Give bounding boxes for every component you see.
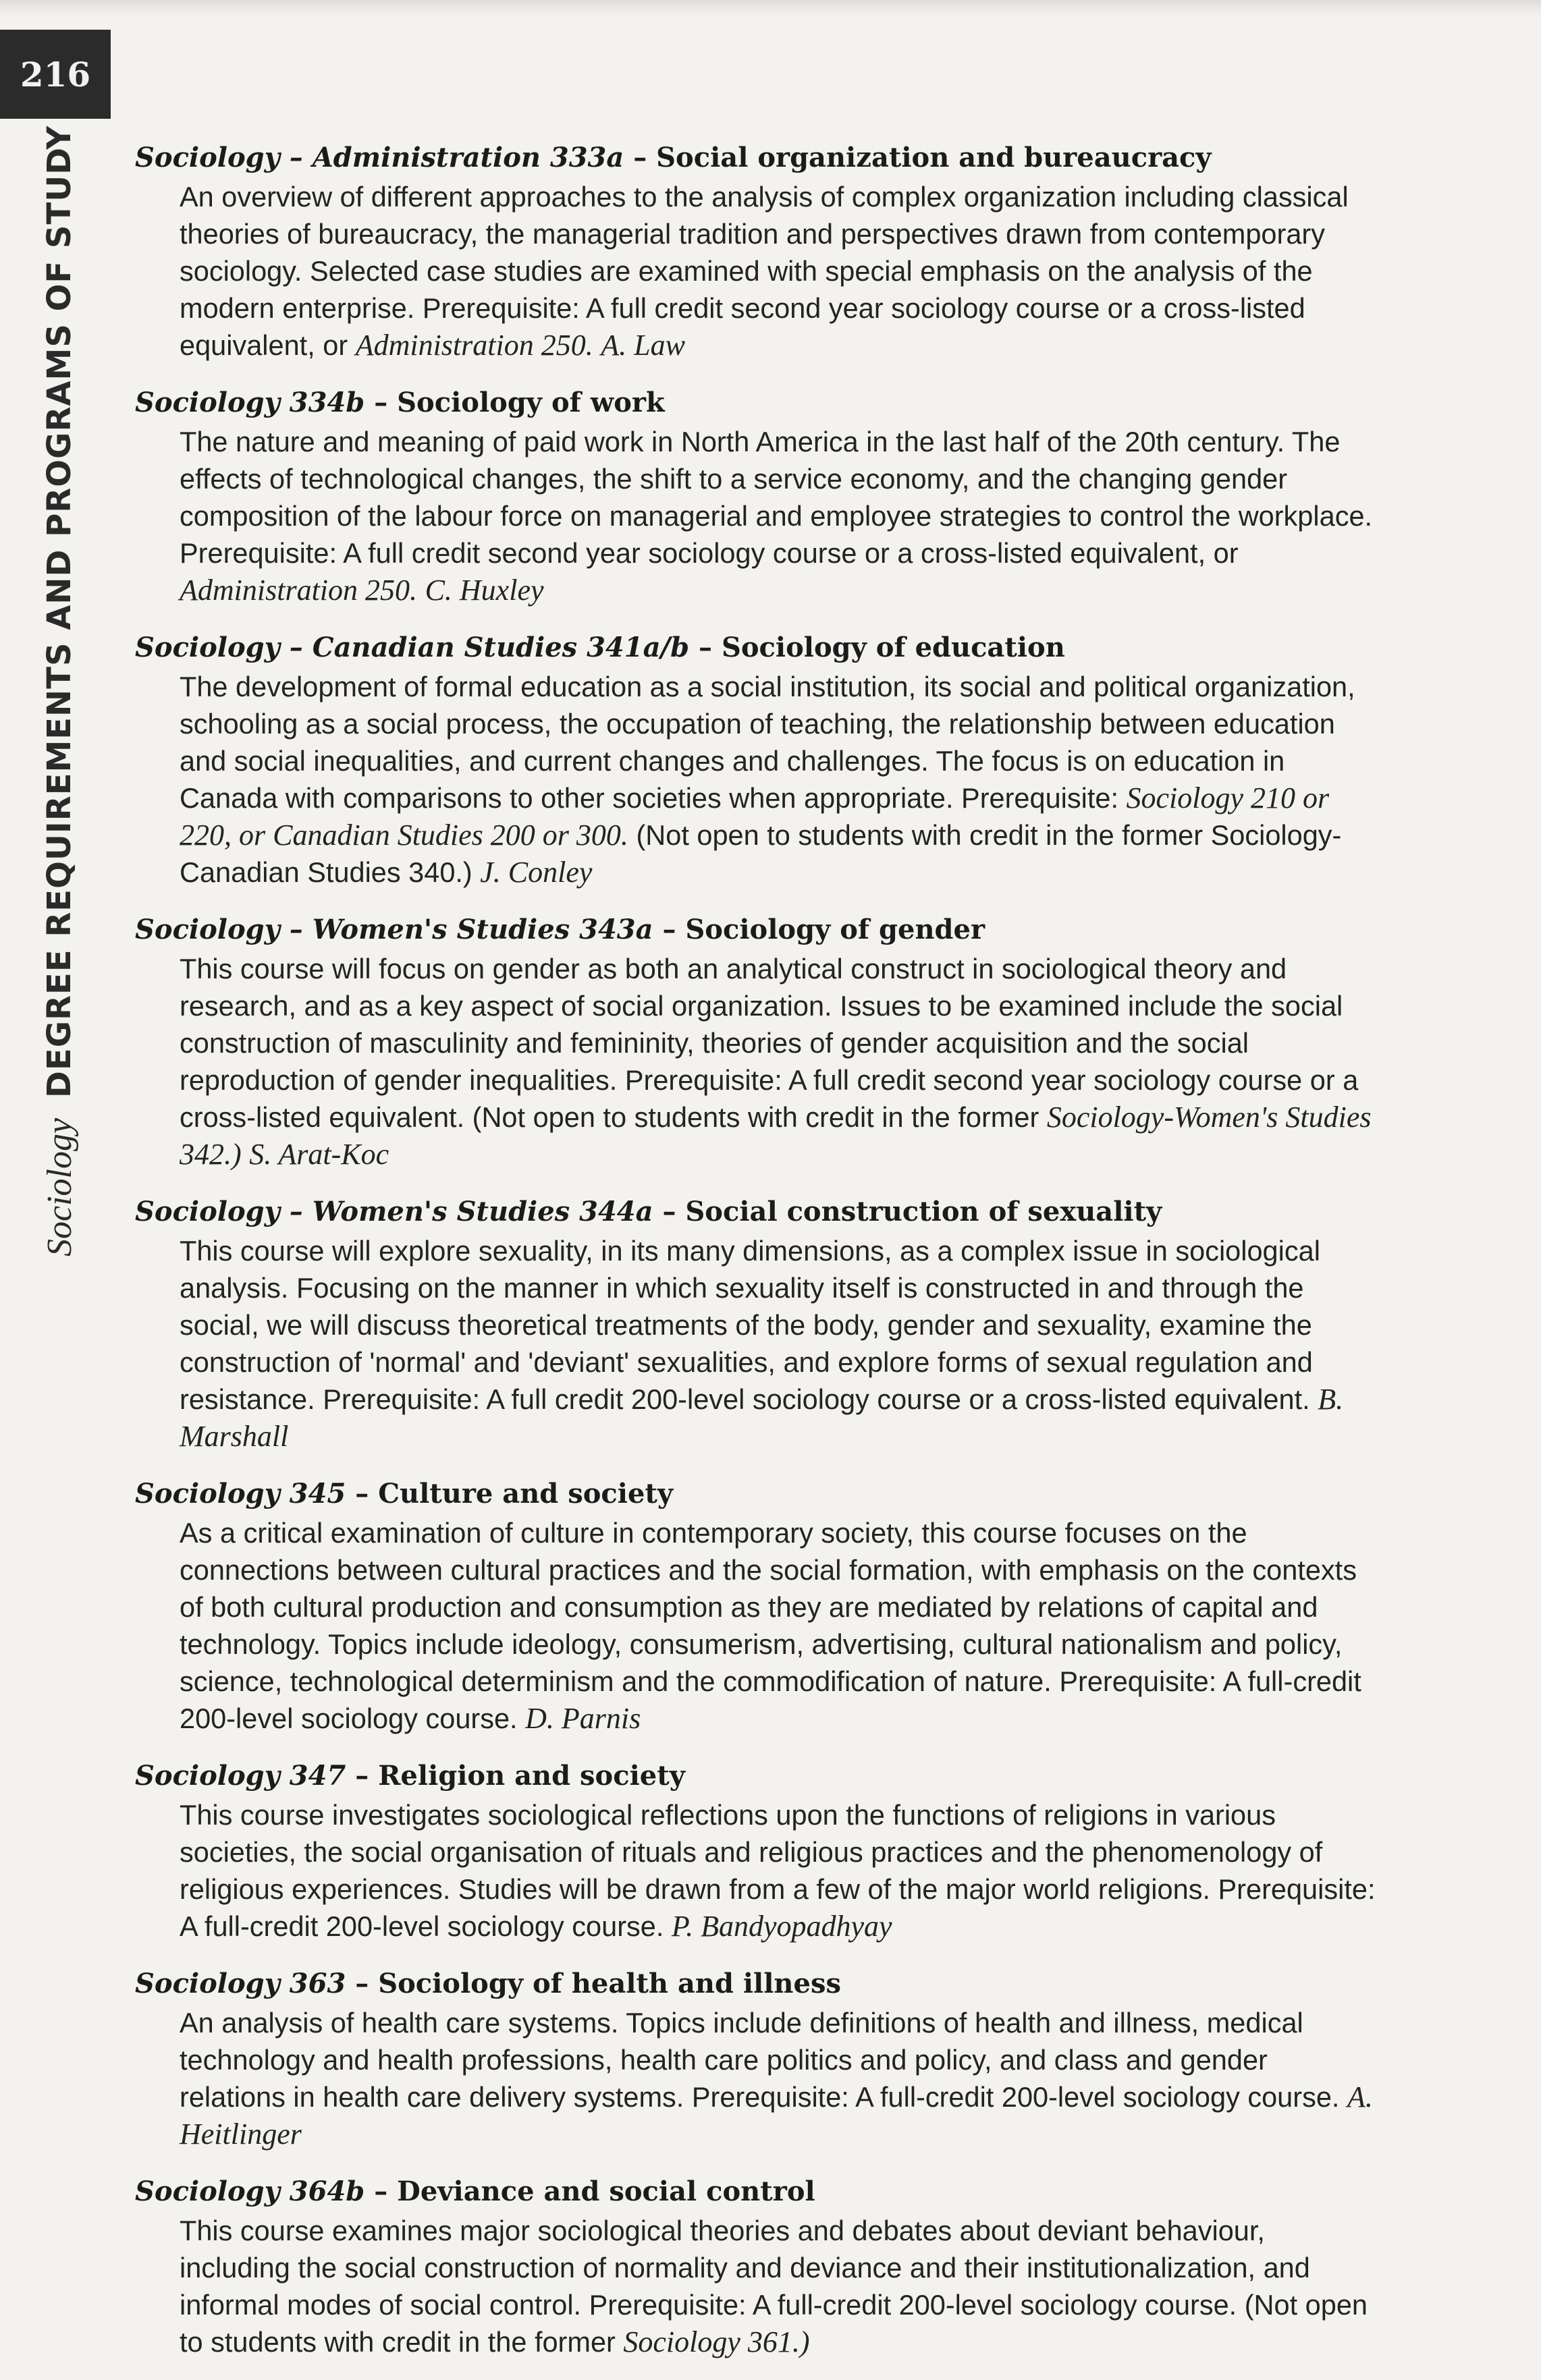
course-title: Social organization and bureaucracy [656, 142, 1212, 173]
page-number-text: 216 [20, 54, 91, 94]
cross-reference: Sociology-Women's Studies 342.) [180, 1101, 1372, 1171]
instructor: B. Marshall [180, 1383, 1344, 1453]
course-code: Sociology – Canadian Studies 341a/b [135, 632, 690, 663]
instructor: A. Law [601, 329, 685, 362]
instructor: A. Heitlinger [180, 2080, 1373, 2151]
side-department: Sociology [40, 1117, 79, 1256]
course-description: As a critical examination of culture in contemporary society, this course focuses on the connections between cultural practices and the social formation, with emphasis on the contexts of both cultural production and consumption as they are mediated by relations of capital and technology. Topics include ideology, consumerism, advertising, cultural nationalism and policy, science, technological determinism and the commodification of nature. Prerequisite: A full-credit 200-level sociology course. D. Parnis [180, 1517, 1361, 1735]
course-heading: Sociology – Canadian Studies 341a/b – Sociology of education [135, 632, 1065, 663]
course-code: Sociology 363 [135, 1968, 346, 1999]
course-description: This course investigates sociological reflections upon the functions of religions in various societies, the social organisation of rituals and religious practices and the phenomenology of religious experiences. Studies will be drawn from a few of the major world religions. Prerequisite: A full-credit 200-level sociology course. P. Bandyopadhyay [180, 1799, 1376, 1943]
course-code: Sociology 347 [135, 1760, 346, 1792]
cross-reference: Administration 250. [180, 574, 418, 607]
course-heading: Sociology 334b – Sociology of work [135, 387, 665, 418]
side-running-title [29, 125, 90, 1256]
instructor: P. Bandyopadhyay [671, 1910, 892, 1943]
cross-reference: Administration 250. [355, 329, 593, 362]
page-number [0, 30, 111, 119]
instructor: J. Conley [480, 856, 593, 889]
course-description: This course examines major sociological theories and debates about deviant behaviour, including the social construction of normality and deviance and their institutionalization, and informal modes of social control. Prerequisite: A full-credit 200-level sociology course. (Not open to students with credit in the former Sociology 361.) [180, 2215, 1368, 2358]
course-entry [135, 1192, 1377, 1455]
course-code: Sociology 345 [135, 1478, 346, 1510]
cross-reference: Sociology 210 or 220, or Canadian Studies 200 or 300. [180, 781, 1330, 852]
course-code: Sociology – Women's Studies 343a [135, 914, 653, 945]
course-title: Sociology of work [397, 387, 665, 418]
course-heading: Sociology – Women's Studies 343a – Sociology of gender [135, 914, 985, 945]
instructor: D. Parnis [525, 1702, 641, 1735]
course-code: Sociology – Women's Studies 344a [135, 1196, 653, 1227]
course-heading: Sociology 364b – Deviance and social control [135, 2176, 815, 2207]
course-heading: Sociology – Administration 333a – Social organization and bureaucracy [135, 142, 1212, 173]
course-heading: Sociology 363 – Sociology of health and illness [135, 1968, 841, 1999]
course-description: This course will explore sexuality, in its many dimensions, as a complex issue in sociological analysis. Focusing on the manner in which sexuality itself is constructed in and through the social, we will discuss theoretical treatments of the body, gender and sexuality, examine the construction of 'normal' and 'deviant' sexualities, and explore forms of sexual regulation and resistance. Prerequisite: A full credit 200-level sociology course or a cross-listed equivalent. B. Marshall [180, 1235, 1344, 1453]
course-entry [135, 1756, 1377, 1945]
instructor: C. Huxley [425, 574, 544, 607]
course-entry [135, 1474, 1377, 1737]
course-description: An analysis of health care systems. Topics include definitions of health and illness, medical technology and health professions, health care politics and policy, and class and gender relations in health care delivery systems. Prerequisite: A full-credit 200-level sociology course. A. Heitlinger [180, 2007, 1373, 2151]
course-entry [135, 1964, 1377, 2153]
course-list [135, 138, 1377, 2379]
course-note: (Not open to students with credit in the former Sociology-Canadian Studies 340.) [180, 819, 1342, 888]
course-title: Religion and society [378, 1760, 685, 1792]
course-entry [135, 628, 1377, 891]
course-title: Social construction of sexuality [685, 1196, 1162, 1227]
cross-reference: Sociology 361.) [623, 2325, 810, 2358]
course-description: An overview of different approaches to the analysis of complex organization including classical theories of bureaucracy, the managerial tradition and perspectives drawn from contemporary sociology. Selected case studies are examined with special emphasis on the analysis of the modern enterprise. Prerequisite: A full credit second year sociology course or a cross-listed equivalent, or Administration 250. A. Law [180, 181, 1349, 362]
course-entry [135, 383, 1377, 609]
scan-top-edge [0, 0, 1541, 16]
course-entry [135, 910, 1377, 1173]
side-section-title: DEGREE REQUIREMENTS AND PROGRAMS OF STUDY [40, 125, 78, 1098]
course-title: Culture and society [378, 1478, 674, 1510]
course-heading: Sociology – Women's Studies 344a – Social construction of sexuality [135, 1196, 1162, 1227]
course-title: Sociology of gender [685, 914, 985, 945]
course-title: Sociology of health and illness [378, 1968, 841, 1999]
course-description: This course will focus on gender as both an analytical construct in sociological theory and research, and as a key aspect of social organization. Issues to be examined include the social construction of masculinity and femininity, theories of gender acquisition and the social reproduction of gender inequalities. Prerequisite: A full credit second year sociology course or a cross-listed equivalent. (Not open to students with credit in the former Sociology-Women's Studies 342.) S. Arat-Koc [180, 953, 1372, 1171]
course-heading: Sociology 345 – Culture and society [135, 1478, 674, 1510]
instructor: S. Arat-Koc [249, 1138, 389, 1171]
course-heading: Sociology 347 – Religion and society [135, 1760, 685, 1792]
course-title: Deviance and social control [397, 2176, 815, 2207]
course-entry [135, 138, 1377, 364]
course-description: The nature and meaning of paid work in North America in the last half of the 20th century. The effects of technological changes, the shift to a service economy, and the changing gender composition of the labour force on managerial and employee strategies to control the workplace. Prerequisite: A full credit second year sociology course or a cross-listed equivalent, or Administration 250. C. Huxley [180, 426, 1373, 607]
course-code: Sociology 334b [135, 387, 365, 418]
course-title: Sociology of education [721, 632, 1065, 663]
course-description: The development of formal education as a social institution, its social and political organization, schooling as a social process, the occupation of teaching, the relationship between education and social inequalities, and current changes and challenges. The focus is on education in Canada with comparisons to other societies when appropriate. Prerequisite: Sociology 210 or 220, or Canadian Studies 200 or 300. (Not open to students with credit in the former Sociology-Canadian Studies 340.) J. Conley [180, 671, 1355, 889]
course-entry [135, 2171, 1377, 2360]
course-code: Sociology 364b [135, 2176, 365, 2207]
course-code: Sociology – Administration 333a [135, 142, 624, 173]
